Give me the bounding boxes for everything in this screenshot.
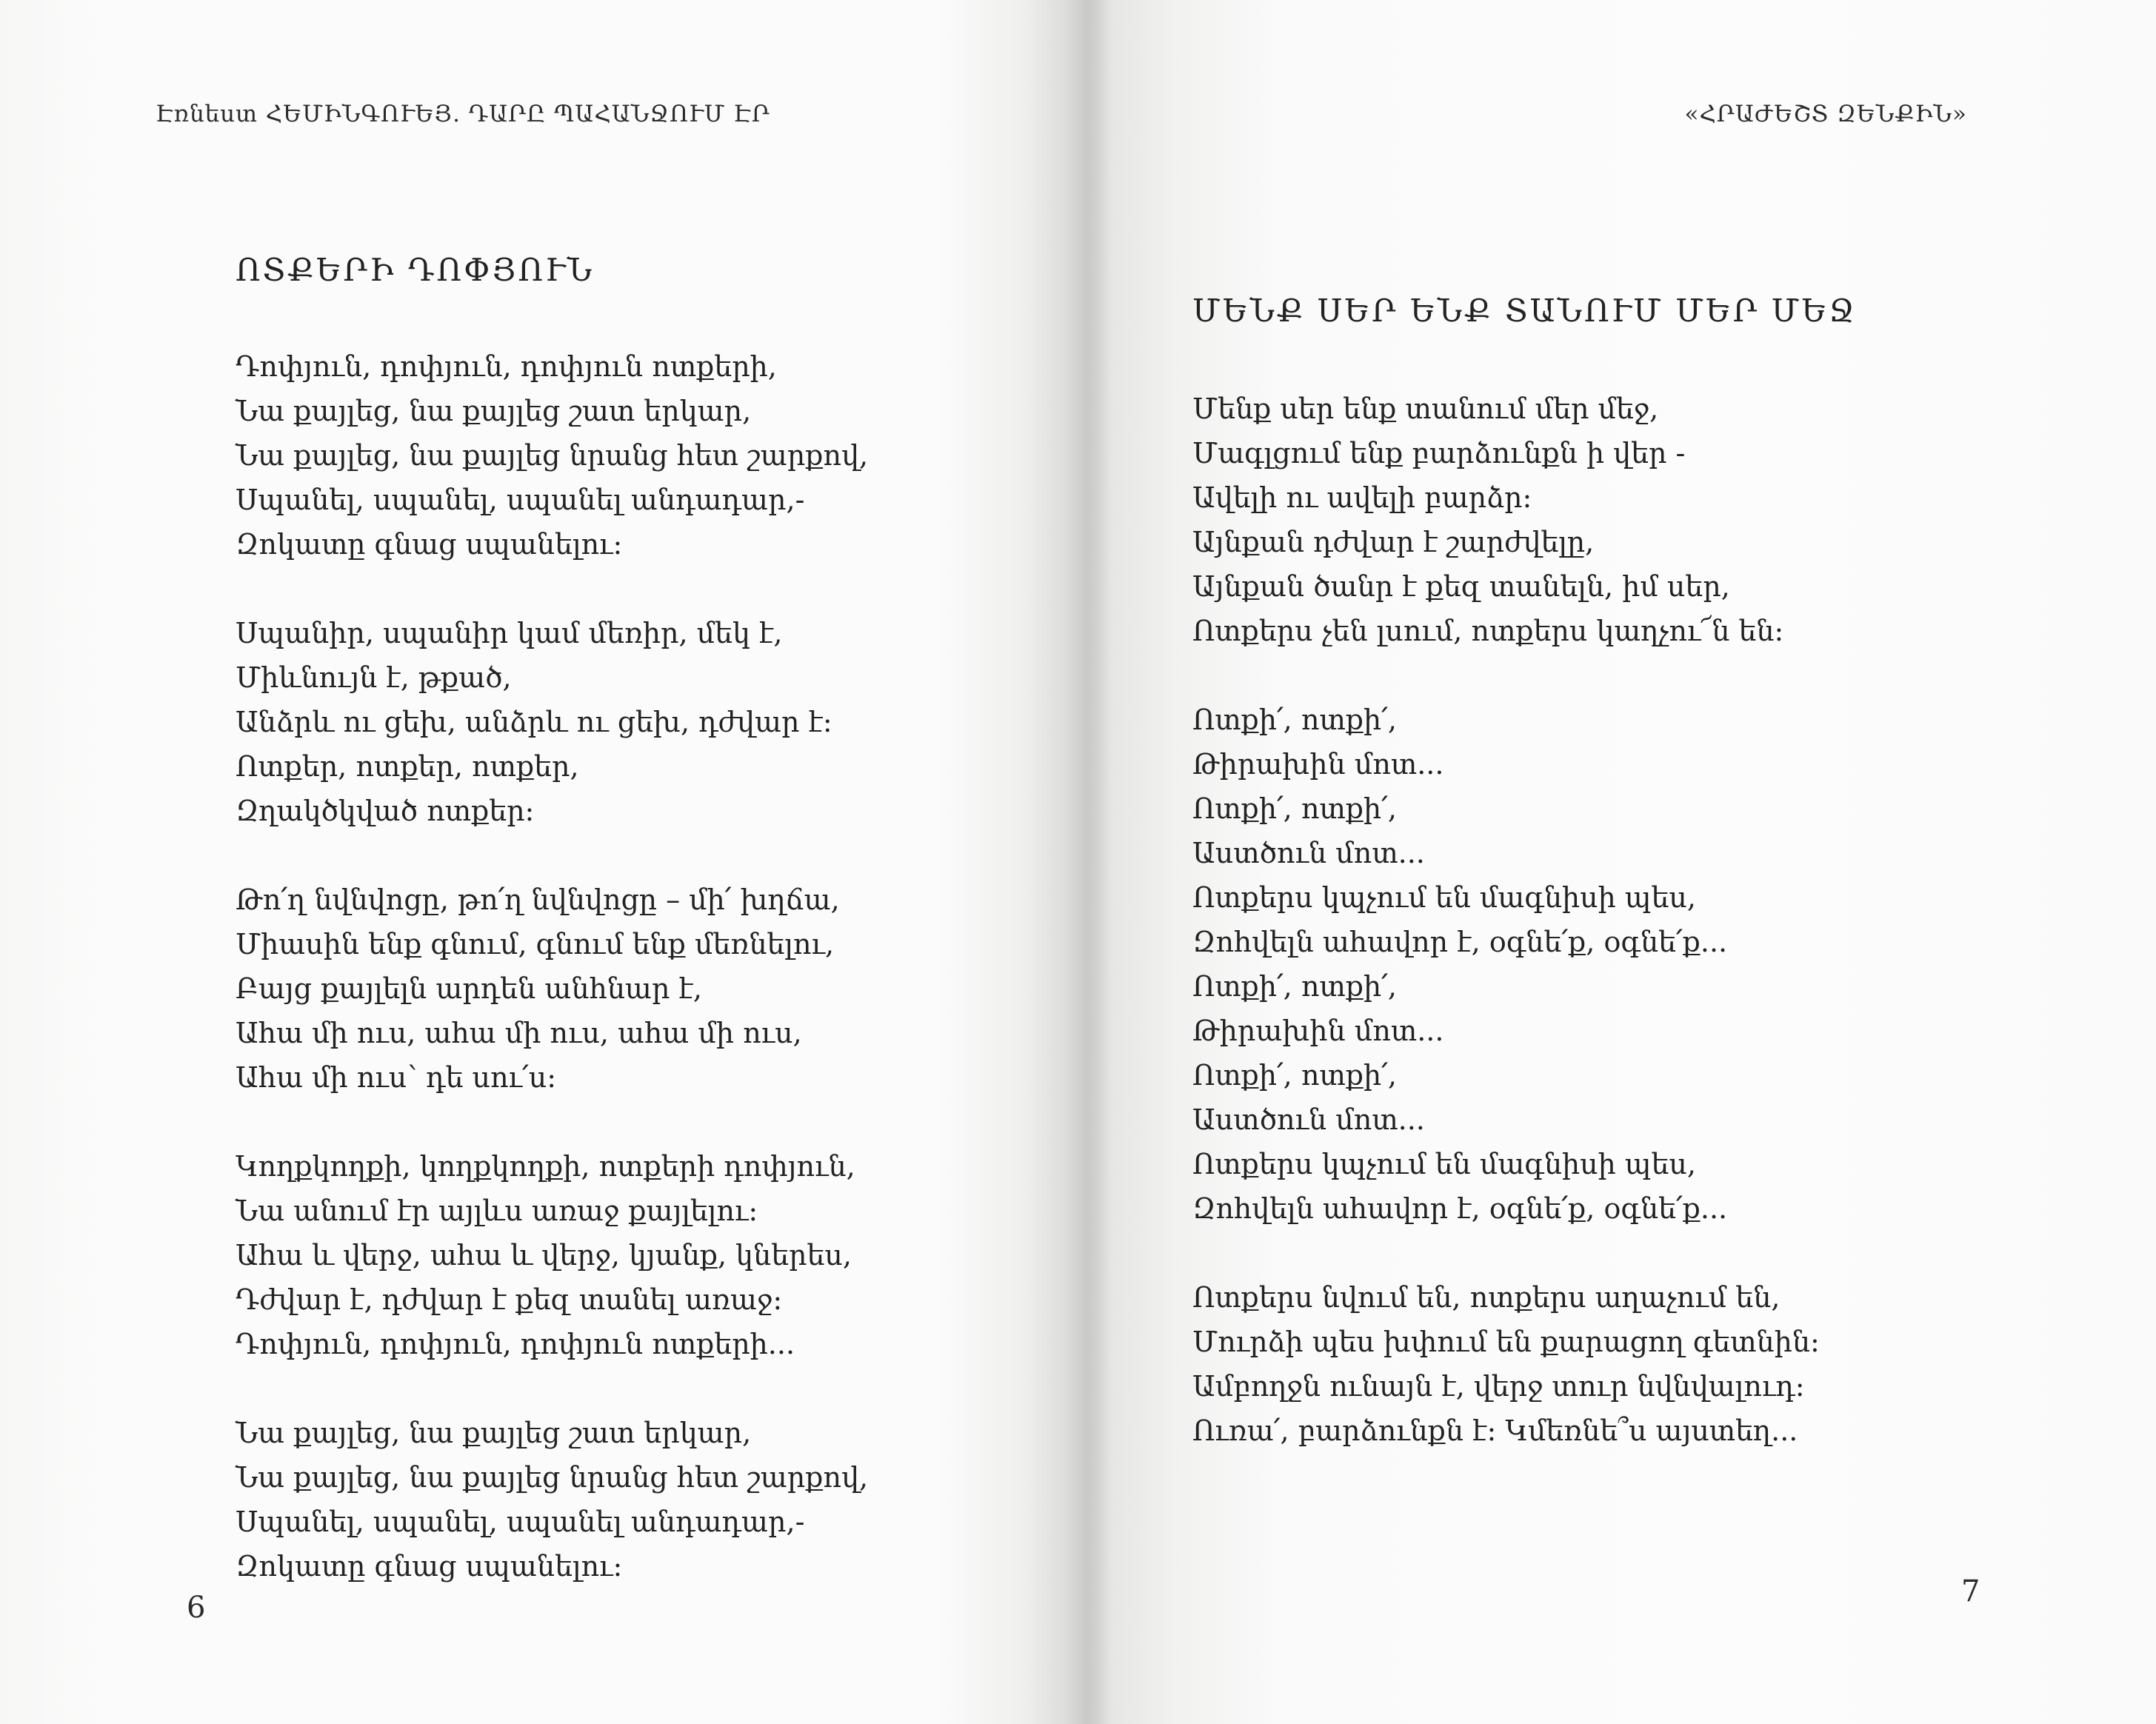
poem-line: Կողքկողքի, կողքկողքի, ոտքերի դոփյուն, [236, 1150, 855, 1183]
left-page [0, 0, 1067, 1724]
poem-line: Ավելի ու ավելի բարձր: [1192, 481, 1532, 514]
running-head: Էռնեստ ՀԵՄԻՆԳՈՒԵՅ. ԴԱՐԸ ՊԱՀԱՆՋՈՒՄ ԷՐ [156, 101, 770, 127]
poem-line: Դժվար է, դժվար է քեզ տանել առաջ: [236, 1283, 783, 1316]
poem-line: Ահա մի ուս, ահա մի ուս, ահա մի ուս, [236, 1017, 802, 1049]
stanza [236, 1144, 868, 1366]
page-number: 6 [187, 1591, 206, 1625]
poem-line: Նա անում էր այլևս առաջ քայլելու: [236, 1195, 758, 1227]
poem-line: Միասին ենք գնում, գնում ենք մեռնելու, [236, 928, 835, 960]
poem-title: ՈՏՔԵՐԻ ԴՈՓՅՈՒՆ [236, 252, 595, 288]
poem-line: Միևնույն է, թքած, [236, 661, 512, 694]
poem-line: Զոկատը գնաց սպանելու: [236, 528, 623, 561]
poem-line: Մենք սեր ենք տանում մեր մեջ, [1192, 392, 1659, 425]
poem-line: Ոտքերս կպչում են մագնիսի պես, [1192, 881, 1696, 914]
poem-line: Աստծուն մոտ... [1192, 1103, 1425, 1136]
stanza [236, 611, 868, 833]
poem-line: Զղակծկված ոտքեր: [236, 795, 535, 827]
page-number: 7 [1961, 1574, 1980, 1608]
poem-line: Ոտքի՛, ոտքի՛, [1192, 792, 1397, 825]
poem-line: Նա քայլեց, նա քայլեց նրանց հետ շարքով, [236, 1461, 869, 1494]
poem-line: Թո՛ղ նվնվոցը, թո՛ղ նվնվոցը – մի՛ խղճա, [236, 883, 840, 916]
poem-line: Աստծուն մոտ... [1192, 837, 1425, 869]
poem-line: Ոտքի՛, ոտքի՛, [1192, 1059, 1397, 1092]
poem-line: Զոկատը գնաց սպանելու: [236, 1550, 623, 1583]
poem-line: Ամբողջն ունայն է, վերջ տուր նվնվալուդ: [1192, 1370, 1805, 1403]
poem-line: Սպանել, սպանել, սպանել անդադար,- [236, 1506, 805, 1538]
poem-line: Դոփյուն, դոփյուն, դոփյուն ոտքերի, [236, 350, 777, 383]
poem-line: Այնքան ծանր է քեզ տանելն, իմ սեր, [1192, 570, 1730, 603]
poem-line: Ոտքերս կպչում են մագնիսի պես, [1192, 1148, 1696, 1180]
stanza [1192, 387, 1820, 653]
book-gutter [1067, 0, 1111, 1724]
poem-line: Թիրախին մոտ... [1192, 748, 1444, 781]
poem-line: Թիրախին մոտ... [1192, 1015, 1444, 1047]
poem-line: Մագլցում ենք բարձունքն ի վեր - [1192, 437, 1686, 470]
poem-line: Ուռա՛, բարձունքն է: Կմեռնե՞ս այստեղ... [1192, 1414, 1798, 1447]
poem-line: Այնքան դժվար է շարժվելը, [1192, 526, 1595, 558]
stanza [1192, 1275, 1820, 1453]
poem-line: Ոտքերս նվում են, ոտքերս աղաչում են, [1192, 1281, 1780, 1314]
poem-line: Սպանել, սպանել, սպանել անդադար,- [236, 484, 805, 516]
poem-line: Զոհվելն ահավոր է, օգնե՛ք, օգնե՛ք... [1192, 926, 1728, 958]
poem-text [236, 344, 868, 1633]
poem-line: Զոհվելն ահավոր է, օգնե՛ք, օգնե՛ք... [1192, 1192, 1728, 1225]
running-head: «ՀՐԱԺԵՇՏ ԶԵՆՔԻՆ» [1684, 101, 1967, 127]
poem-text [1192, 387, 1820, 1497]
poem-line: Նա քայլեց, նա քայլեց շատ երկար, [236, 395, 752, 427]
stanza [236, 878, 868, 1100]
poem-line: Բայց քայլելն արդեն անհնար է, [236, 972, 702, 1005]
stanza [236, 344, 868, 567]
poem-line: Ահա մի ուս՝ դե սու՛ս: [236, 1061, 557, 1094]
stanza [236, 1411, 868, 1588]
stanza [1192, 698, 1820, 1231]
poem-line: Ահա և վերջ, ահա և վերջ, կյանք, կներես, [236, 1239, 852, 1272]
poem-line: Ոտքեր, ոտքեր, ոտքեր, [236, 750, 579, 783]
poem-line: Սպանիր, սպանիր կամ մեռիր, մեկ է, [236, 617, 783, 649]
poem-line: Ոտքերս չեն լսում, ոտքերս կաղչու՜ն են: [1192, 615, 1784, 647]
poem-line: Ոտքի՛, ոտքի՛, [1192, 704, 1397, 736]
poem-line: Նա քայլեց, նա քայլեց շատ երկար, [236, 1417, 752, 1449]
right-page [1111, 0, 2156, 1724]
poem-line: Ոտքի՛, ոտքի՛, [1192, 970, 1397, 1003]
poem-line: Մուրձի պես խփում են քարացող գետնին: [1192, 1326, 1820, 1358]
poem-line: Նա քայլեց, նա քայլեց նրանց հետ շարքով, [236, 439, 869, 472]
poem-line: Անձրև ու ցեխ, անձրև ու ցեխ, դժվար է: [236, 706, 832, 738]
poem-line: Դոփյուն, դոփյուն, դոփյուն ոտքերի... [236, 1328, 795, 1360]
poem-title: ՄԵՆՔ ՍԵՐ ԵՆՔ ՏԱՆՈՒՄ ՄԵՐ ՄԵՋ [1192, 293, 1858, 329]
